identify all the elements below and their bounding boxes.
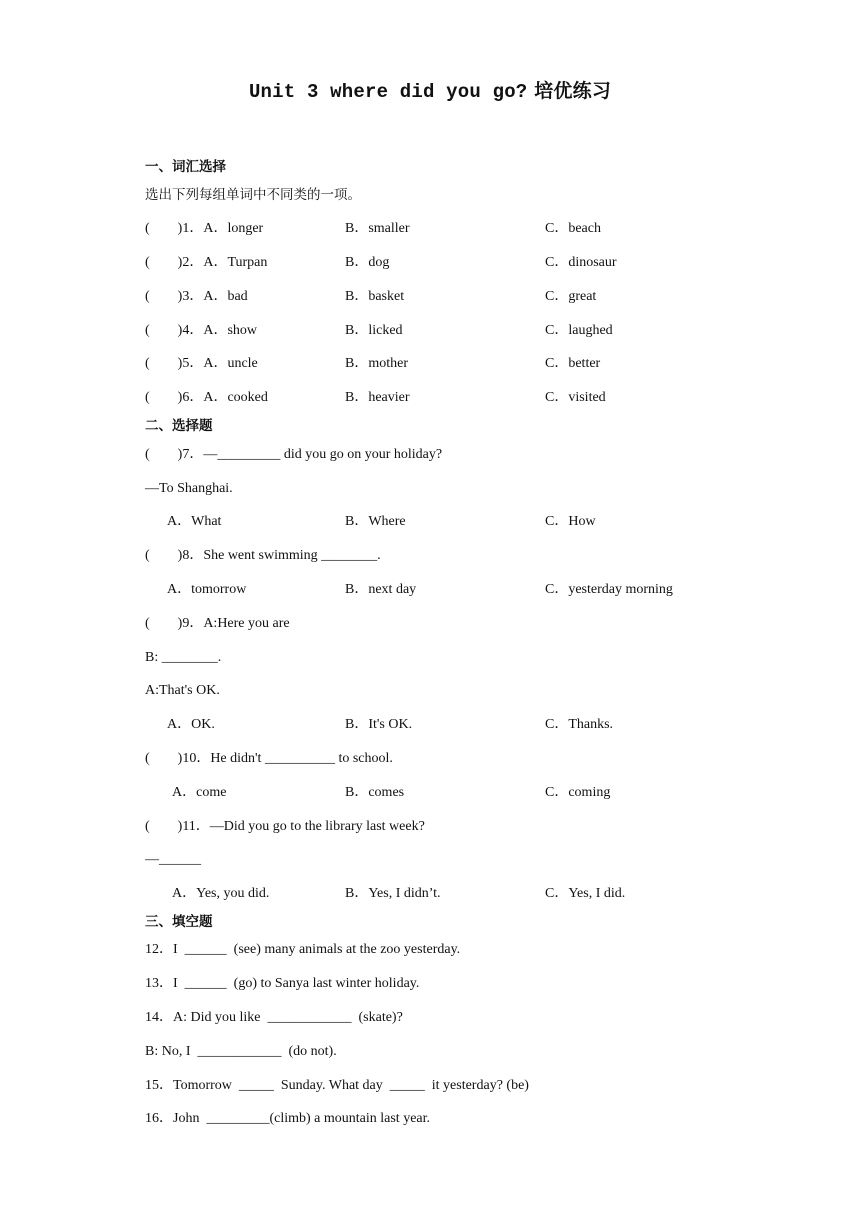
q3-option-b: B．basket [345, 289, 405, 304]
q7-option-a: A．What [167, 514, 222, 529]
q5-number: 5．A． [182, 356, 228, 371]
q16-line: 16．John _________(climb) a mountain last year. [145, 1111, 431, 1126]
title-cn: 培优练习 [527, 80, 612, 102]
q1-option-a: longer [227, 221, 264, 236]
q7-stem: ( )7．—_________ did you go on your holiday? [145, 447, 443, 462]
q6-option-a: cooked [227, 390, 268, 405]
q10-option-a: A．come [172, 785, 227, 800]
section1-instruction: 选出下列每组单词中不同类的一项。 [145, 187, 361, 203]
q2-option-b: B．dog [345, 255, 390, 270]
q2-option-c: C．dinosaur [545, 255, 617, 270]
q11-option-c: C．Yes, I did. [545, 886, 626, 901]
q1-option-c: C．beach [545, 221, 601, 236]
section3-heading: 三、填空题 [145, 914, 213, 930]
q9-stem: ( )9．A:Here you are [145, 616, 290, 631]
q6-option-c: C．visited [545, 390, 606, 405]
q9-option-b: B．It's OK. [345, 717, 413, 732]
q11-option-a: A．Yes, you did. [172, 886, 270, 901]
q10-option-b: B．comes [345, 785, 405, 800]
section2-heading: 二、选择题 [145, 418, 213, 434]
q8-option-a: A．tomorrow [167, 582, 247, 597]
answer-bracket[interactable]: ( ) [145, 390, 183, 405]
answer-bracket[interactable]: ( ) [145, 221, 183, 236]
q4-option-a: show [227, 323, 258, 338]
q8-option-c: C．yesterday morning [545, 582, 673, 597]
q9-line2: B: ________. [145, 650, 222, 665]
q1-number: 1．A． [182, 221, 228, 236]
q4-option-b: B．licked [345, 323, 403, 338]
q7-option-c: C．How [545, 514, 596, 529]
answer-bracket[interactable]: ( ) [145, 356, 183, 371]
q3-paren-num [145, 287, 248, 307]
q5-option-c: C．better [545, 356, 601, 371]
q3-option-c: C．great [545, 289, 597, 304]
q4-number: 4．A． [182, 323, 228, 338]
q5-option-b: B．mother [345, 356, 408, 371]
q10-stem: ( )10．He didn't __________ to school. [145, 751, 393, 766]
q14-line-a: 14．A: Did you like ____________ (skate)? [145, 1010, 403, 1025]
q11-option-b: B．Yes, I didn’t. [345, 886, 441, 901]
q2-number: 2．A． [182, 255, 228, 270]
q13-line: 13．I ______ (go) to Sanya last winter holiday. [145, 976, 420, 991]
q9-option-a: A．OK. [167, 717, 215, 732]
q9-line3: A:That's OK. [145, 683, 220, 698]
q14-line-b: B: No, I ____________ (do not). [145, 1044, 337, 1059]
q11-stem: ( )11．—Did you go to the library last week? [145, 819, 425, 834]
answer-bracket[interactable]: ( ) [145, 289, 183, 304]
q15-line: 15．Tomorrow _____ Sunday. What day _____ it yesterday? (be) [145, 1078, 529, 1093]
q2-paren-num [145, 253, 267, 273]
q8-stem: ( )8．She went swimming ________. [145, 548, 381, 563]
q12-line: 12．I ______ (see) many animals at the zoo yesterday. [145, 942, 461, 957]
q9-option-c: C．Thanks. [545, 717, 614, 732]
q1-paren-num [145, 219, 263, 239]
page-title [0, 76, 860, 103]
q2-option-a: Turpan [227, 255, 268, 270]
title-main: Unit 3 where did you go? [248, 81, 528, 103]
q3-option-a: bad [227, 289, 248, 304]
q3-number: 3．A． [182, 289, 228, 304]
q1-option-b: B．smaller [345, 221, 410, 236]
q10-option-c: C．coming [545, 785, 611, 800]
answer-bracket[interactable]: ( ) [145, 255, 183, 270]
q4-paren-num [145, 321, 257, 341]
q5-paren-num [145, 354, 258, 374]
section1-heading: 一、词汇选择 [145, 159, 226, 175]
q6-number: 6．A． [182, 390, 228, 405]
q6-option-b: B．heavier [345, 390, 410, 405]
q5-option-a: uncle [227, 356, 258, 371]
q7-option-b: B．Where [345, 514, 406, 529]
q6-paren-num [145, 388, 268, 408]
q4-option-c: C．laughed [545, 323, 613, 338]
q8-option-b: B．next day [345, 582, 417, 597]
answer-bracket[interactable]: ( ) [145, 323, 183, 338]
q11-line2: —______ [145, 852, 201, 867]
q7-reply: —To Shanghai. [145, 481, 233, 496]
